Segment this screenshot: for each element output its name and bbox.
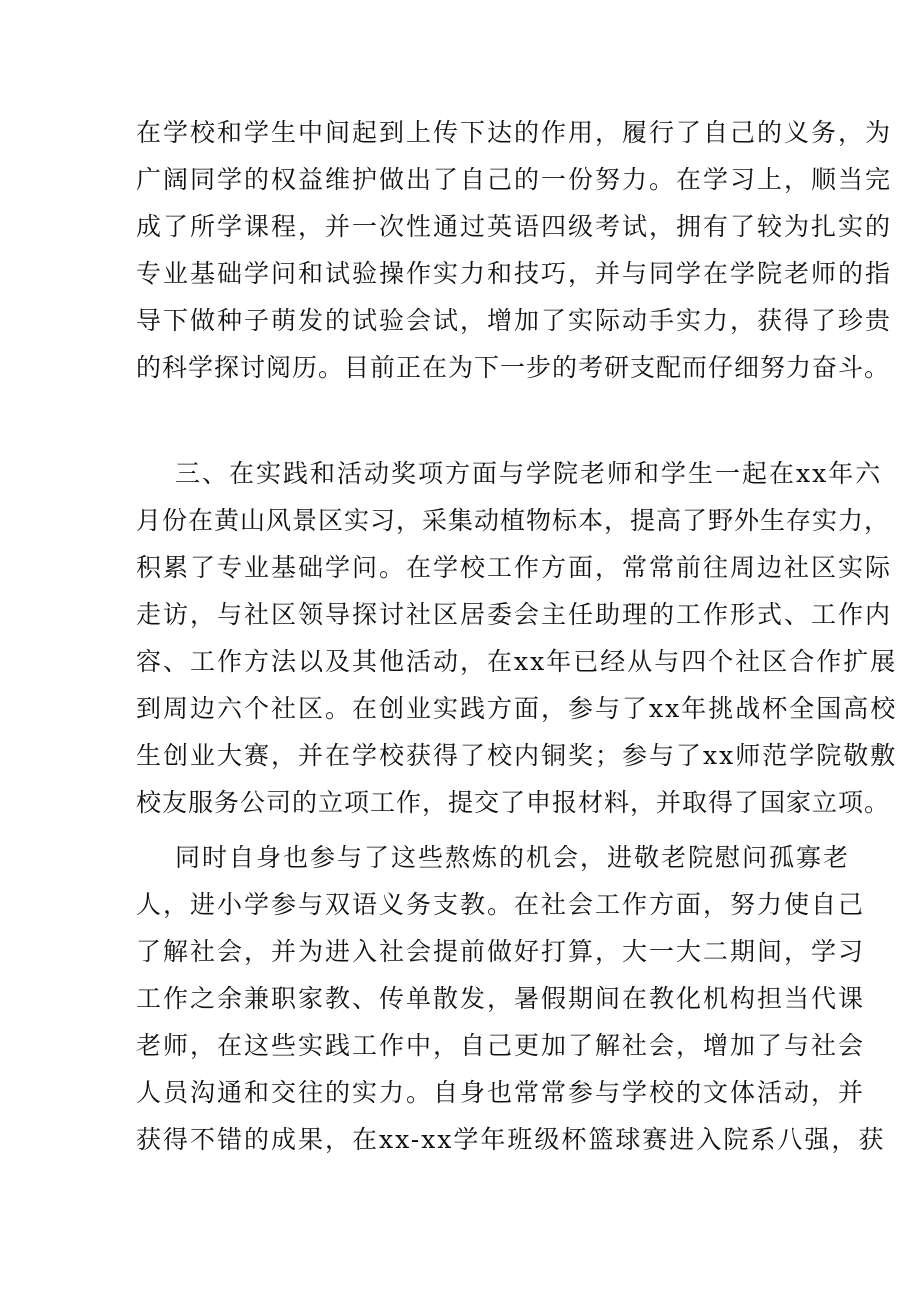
paragraph-3-line-3: 了解社会，并为进入社会提前做好打算，大一大二期间，学习 — [136, 937, 866, 966]
paragraph-3-line-2: 人，进小学参与双语义务支教。在社会工作方面，努力使自己 — [136, 890, 866, 919]
paragraph-3-line-5: 老师，在这些实践工作中，自己更加了解社会，增加了与社会 — [136, 1031, 866, 1060]
paragraph-2-line-7: 生创业大赛，并在学校获得了校内铜奖；参与了xx师范学院敬敷 — [136, 741, 898, 770]
paragraph-2-line-6: 到周边六个社区。在创业实践方面，参与了xx年挑战杯全国高校 — [136, 694, 898, 723]
paragraph-1-line-3: 成了所学课程，并一次性通过英语四级考试，拥有了较为扎实的 — [136, 212, 893, 241]
paragraph-3-line-4: 工作之余兼职家教、传单散发，暑假期间在教化机构担当代课 — [136, 984, 866, 1013]
paragraph-2-line-2: 月份在黄山风景区实习，采集动植物标本，提高了野外生存实力， — [136, 506, 891, 535]
paragraph-1-line-6: 的科学探讨阅历。目前正在为下一步的考研支配而仔细努力奋斗。 — [136, 353, 891, 382]
paragraph-1-line-2: 广阔同学的权益维护做出了自己的一份努力。在学习上，顺当完 — [136, 165, 893, 194]
paragraph-2-line-3: 积累了专业基础学问。在学校工作方面，常常前往周边社区实际 — [136, 553, 893, 582]
paragraph-1-line-5: 导下做种子萌发的试验会试，增加了实际动手实力，获得了珍贵 — [136, 306, 893, 335]
paragraph-3-line-7: 获得不错的成果，在xx-xx学年班级杯篮球赛进入院系八强，获 — [136, 1125, 886, 1154]
paragraph-3-line-1: 同时自身也参与了这些熬炼的机会，进敬老院慰问孤寡老 — [175, 843, 851, 872]
paragraph-2-line-1: 三、在实践和活动奖项方面与学院老师和学生一起在xx年六 — [175, 459, 883, 488]
paragraph-2-line-4: 走访，与社区领导探讨社区居委会主任助理的工作形式、工作内 — [136, 600, 893, 629]
paragraph-1-line-1: 在学校和学生中间起到上传下达的作用，履行了自己的义务，为 — [136, 118, 893, 147]
paragraph-2-line-5: 容、工作方法以及其他活动，在xx年已经从与四个社区合作扩展 — [136, 647, 898, 676]
paragraph-1-line-4: 专业基础学问和试验操作实力和技巧，并与同学在学院老师的指 — [136, 259, 893, 288]
paragraph-2-line-8: 校友服务公司的立项工作，提交了申报材料，并取得了国家立项。 — [136, 788, 891, 817]
paragraph-3-line-6: 人员沟通和交往的实力。自身也常常参与学校的文体活动，并 — [136, 1078, 866, 1107]
